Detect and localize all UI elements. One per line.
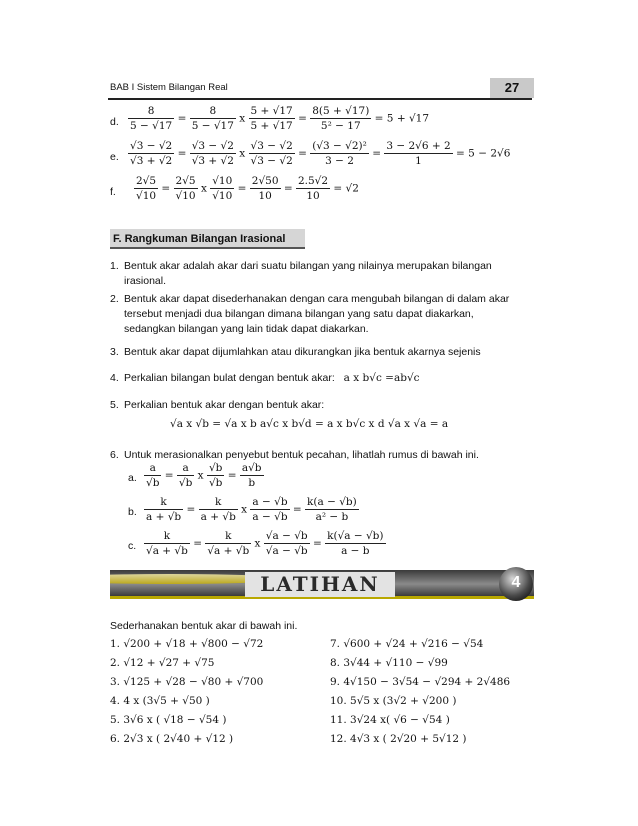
formula-5: √a x √b = √a x b a√c x b√d = a x b√c x d √a x √a = a — [170, 418, 449, 430]
summary-item-3: 3. Bentuk akar dapat dijumlahkan atau dikurangkan jika bentuk akarnya sejenis — [110, 346, 481, 358]
exercise-intro: Sederhanakan bentuk akar di bawah ini. — [110, 620, 298, 632]
page-number: 27 — [490, 78, 534, 98]
exercise-5: 5. 3√6 x ( √18 − √54 ) — [110, 714, 227, 726]
formula-b-label: b. — [128, 506, 137, 518]
formula-a-expression: $\frac{a}{√b}$ = $\frac{a}{√b}$ x $\frac{√b}{√b}$ = $\frac{a√b}{b}$ — [146, 462, 262, 489]
example-e-label: e. — [110, 151, 119, 163]
exercise-6: 6. 2√3 x ( 2√40 + √12 ) — [110, 733, 234, 745]
exercise-11: 11. 3√24 x( √6 − √54 ) — [330, 714, 450, 726]
example-d-label: d. — [110, 116, 119, 128]
section-title: F. Rangkuman Bilangan Irasional — [110, 229, 305, 249]
exercise-4: 4. 4 x (3√5 + √50 ) — [110, 695, 210, 707]
example-f-expression: $\frac{2√5}{√10}$ = $\frac{2√5}{√10}$ x $\frac{√10}{√10}$ = $\frac{2√50}{10}$ = $\frac{2.5√2}{10}$ = √2 — [136, 175, 359, 202]
example-f-label: f. — [110, 186, 116, 198]
formula-c-label: c. — [128, 540, 137, 552]
exercise-8: 8. 3√44 + √110 − √99 — [330, 657, 448, 669]
exercise-2: 2. √12 + √27 + √75 — [110, 657, 215, 669]
exercise-3: 3. √125 + √28 − √80 + √700 — [110, 676, 264, 688]
formula-c-expression: $\frac{k}{√a + √b}$ = $\frac{k}{√a + √b}$ x $\frac{√a - √b}{√a - √b}$ = $\frac{k(√a - √b)}{a - b}$ — [146, 530, 384, 557]
formula-4: a x b√c =ab√c — [343, 372, 420, 384]
exercise-12: 12. 4√3 x ( 2√20 + 5√12 ) — [330, 733, 467, 745]
summary-item-6: 6. Untuk merasionalkan penyebut bentuk pecahan, lihatlah rumus di bawah ini. — [110, 449, 479, 461]
header-divider — [108, 98, 532, 100]
latihan-title: LATIHAN — [260, 572, 380, 596]
exercise-1: 1. √200 + √18 + √800 − √72 — [110, 638, 264, 650]
example-e-expression: $\frac{√3 - √2}{√3 + √2}$ = $\frac{√3 - √2}{√3 + √2}$ x $\frac{√3 - √2}{√3 - √2}$ = $\frac{\text{(√3 − √2)²}}{3 - 2}$ = $\frac{3 - 2√6 + 2}{1}$ = 5 − 2√6 — [130, 140, 511, 167]
latihan-banner — [110, 566, 534, 602]
summary-item-2: 2. Bentuk akar dapat disederhanakan dengan cara mengubah bilangan di dalam akar tersebut menjadi dua bilangan dimana bilangan yang satu dapat diakarkan, sedangkan bilangan yang lain tidak dapat diakarkan. — [110, 293, 510, 335]
example-d-expression: $\frac{8}{5 - √17}$ = $\frac{8}{5 - √17}$ x $\frac{5 + √17}{5 + √17}$ = $\frac{8(5 + √17)}{\text{5² − 17}}$ = 5 + √17 — [130, 105, 430, 132]
exercise-7: 7. √600 + √24 + √216 − √54 — [330, 638, 484, 650]
chapter-header: BAB I Sistem Bilangan Real — [110, 82, 228, 93]
summary-item-1: 1. Bentuk akar adalah akar dari suatu bilangan yang nilainya merupakan bilangan irasional. — [110, 260, 492, 287]
summary-item-5: 5. Perkalian bentuk akar dengan bentuk akar: — [110, 399, 325, 411]
summary-item-4: 4. Perkalian bilangan bulat dengan bentuk akar: a x b√c =ab√c — [110, 372, 420, 384]
latihan-number: 4 — [511, 574, 521, 591]
exercise-9: 9. 4√150 − 3√54 − √294 + 2√486 — [330, 676, 511, 688]
formula-b-expression: $\frac{k}{a + √b}$ = $\frac{k}{a + √b}$ x $\frac{a - √b}{a - √b}$ = $\frac{k(a - √b)}{\text{a² − b}}$ — [146, 496, 357, 523]
formula-a-label: a. — [128, 472, 137, 484]
exercise-10: 10. 5√5 x (3√2 + √200 ) — [330, 695, 457, 707]
